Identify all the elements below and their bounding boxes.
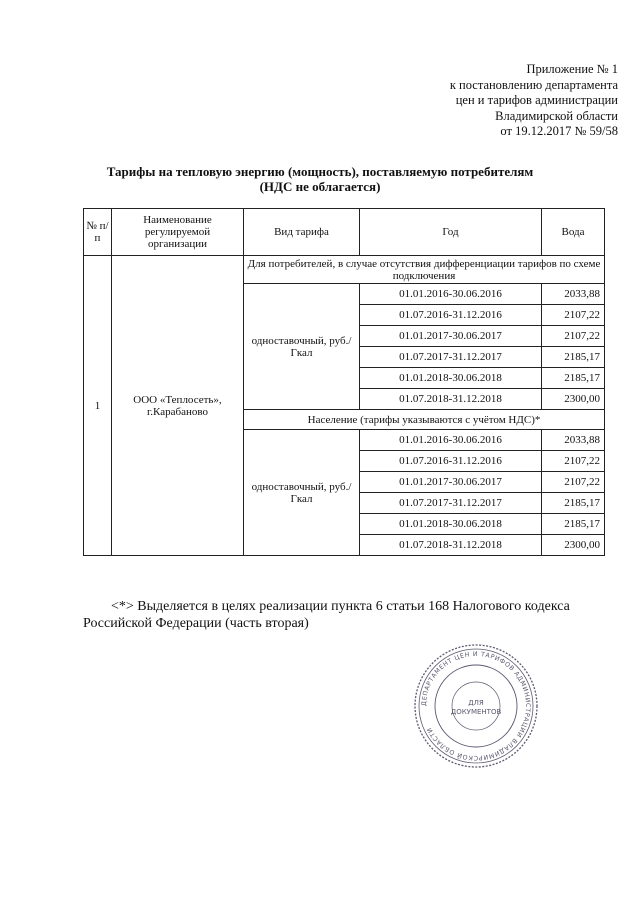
svg-text:ДЕПАРТАМЕНТ ЦЕН И ТАРИФОВ АДМИ: ДЕПАРТАМЕНТ ЦЕН И ТАРИФОВ АДМИНИСТРАЦИИ ВЛАДИМИРСКОЙ ОБЛАСТИ: [420, 650, 532, 762]
section-title-row: [84, 256, 605, 284]
title-line: Тарифы на тепловую энергию (мощность), поставляемую потребителям: [106, 164, 534, 179]
period-cell: 01.01.2017-30.06.2017: [360, 472, 542, 493]
value-cell: 2185,17: [542, 493, 605, 514]
value-cell: 2185,17: [542, 368, 605, 389]
period-cell: 01.01.2018-30.06.2018: [360, 368, 542, 389]
header-type: Вид тарифа: [244, 209, 360, 256]
title-subline: (НДС не облагается): [259, 179, 381, 194]
document-title: [0, 164, 640, 194]
appendix-line: от 19.12.2017 № 59/58: [500, 124, 618, 139]
period-cell: 01.07.2018-31.12.2018: [360, 535, 542, 556]
header-num: № п/п: [84, 209, 112, 256]
header-org: Наименование регулируемой организации: [112, 209, 244, 256]
tariff-type: одноставочный, руб./Гкал: [244, 430, 360, 556]
table-header-row: [84, 209, 605, 256]
value-cell: 2107,22: [542, 472, 605, 493]
appendix-line: к постановлению департамента: [449, 77, 618, 92]
value-cell: 2033,88: [542, 284, 605, 305]
official-stamp: [411, 643, 541, 769]
period-cell: 01.07.2017-31.12.2017: [360, 347, 542, 368]
period-cell: 01.01.2017-30.06.2017: [360, 326, 542, 347]
header-year: Год: [360, 209, 542, 256]
value-cell: 2300,00: [542, 535, 605, 556]
header-water: Вода: [542, 209, 605, 256]
appendix-line: Владимирской области: [495, 108, 618, 123]
value-cell: 2107,22: [542, 326, 605, 347]
footnote: <*> Выделяется в целях реализации пункта 6 статьи 168 Налогового кодекса Российской Федерации (часть вторая): [83, 599, 570, 631]
svg-text:ДОКУМЕНТОВ: ДОКУМЕНТОВ: [450, 708, 502, 716]
tariff-type: одноставочный, руб./Гкал: [244, 284, 360, 410]
value-cell: 2107,22: [542, 305, 605, 326]
period-cell: 01.07.2018-31.12.2018: [360, 389, 542, 410]
period-cell: 01.07.2017-31.12.2017: [360, 493, 542, 514]
period-cell: 01.01.2016-30.06.2016: [360, 430, 542, 451]
value-cell: 2300,00: [542, 389, 605, 410]
appendix-header: [450, 62, 618, 140]
svg-text:ДЛЯ: ДЛЯ: [468, 699, 484, 707]
organization-name: ООО «Теплосеть», г.Карабаново: [112, 256, 244, 556]
period-cell: 01.01.2016-30.06.2016: [360, 284, 542, 305]
tariffs-table: [83, 208, 605, 556]
appendix-line: Приложение № 1: [526, 62, 618, 76]
appendix-line: цен и тарифов администрации: [455, 93, 618, 108]
value-cell: 2185,17: [542, 347, 605, 368]
value-cell: 2107,22: [542, 451, 605, 472]
row-number: 1: [84, 256, 112, 556]
value-cell: 2033,88: [542, 430, 605, 451]
value-cell: 2185,17: [542, 514, 605, 535]
section-title: Для потребителей, в случае отсутствия дифференциации тарифов по схеме подключения: [244, 256, 605, 284]
period-cell: 01.01.2018-30.06.2018: [360, 514, 542, 535]
period-cell: 01.07.2016-31.12.2016: [360, 305, 542, 326]
period-cell: 01.07.2016-31.12.2016: [360, 451, 542, 472]
section-title: Население (тарифы указываются с учётом НДС)*: [244, 410, 605, 430]
stamp-seal-icon: [411, 643, 541, 769]
